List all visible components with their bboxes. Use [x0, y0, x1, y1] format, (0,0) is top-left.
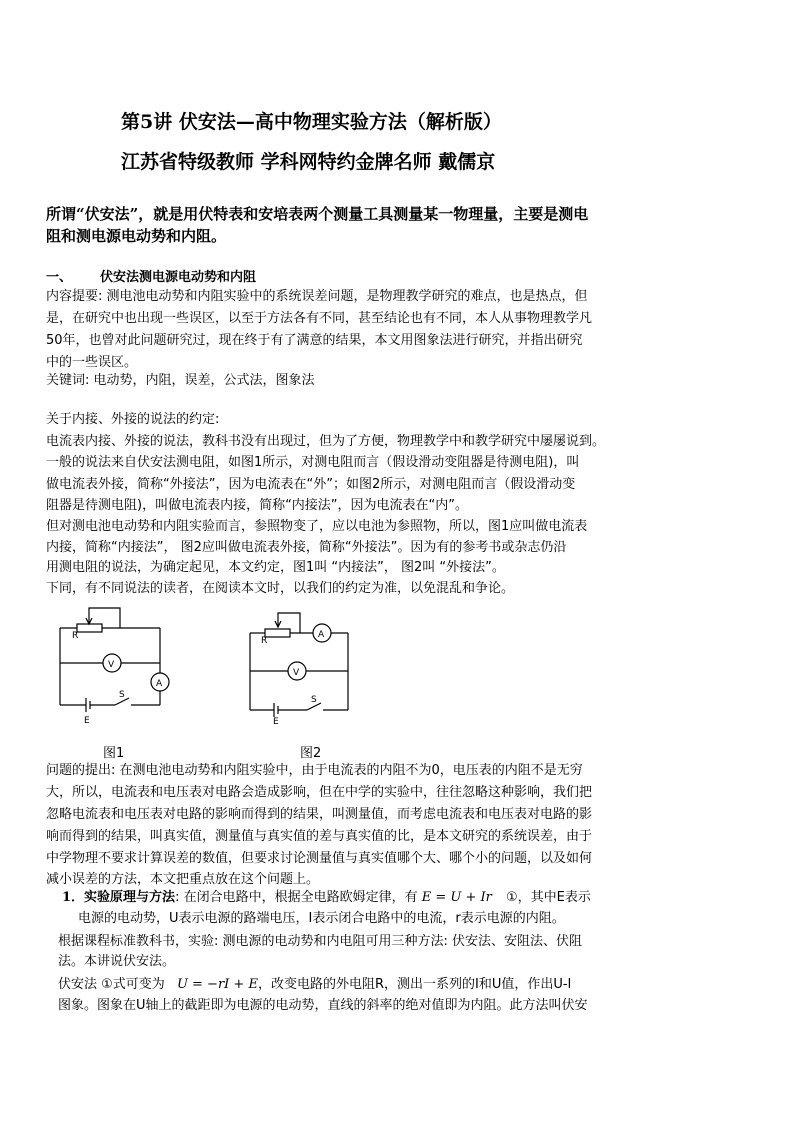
- abstract-line: 中的一些误区。: [46, 355, 138, 370]
- figure-2-circuit: [245, 605, 365, 725]
- rheostat-slider-wire: [278, 613, 300, 633]
- problem-line: 响而得到的结果，叫真实值，测量值与真实值的差与真实值的比，是本文研究的系统误差，由于: [46, 829, 593, 844]
- convention-line: 关于内接、外接的说法的约定:: [46, 412, 220, 427]
- switch-label: S: [311, 695, 317, 705]
- principle-text: ，改变电路的外电阻R，测出一系列的I和U值，作出U-I: [257, 977, 572, 992]
- principle-number: 1．: [62, 890, 85, 905]
- rheostat-resistor: [265, 629, 290, 637]
- figure-1-caption: 图1: [103, 746, 125, 761]
- problem-line: 中学物理不要求计算误差的数值，但要求讨论测量值与真实值哪个大、哪个小的问题，以及如何: [46, 851, 593, 866]
- formula-emf: E = U + Ir: [421, 890, 492, 905]
- page-title: 第5讲 伏安法—高中物理实验方法（解析版）: [121, 111, 502, 133]
- problem-line: 减小误差的方法，本文把重点放在这个问题上。: [46, 872, 320, 887]
- convention-line: 下同，有不同说法的读者，在阅读本文时，以我们的约定为准，以免混乱和争论。: [46, 581, 515, 596]
- problem-line: 忽略电流表和电压表对电路的影响而得到的结果，叫测量值，而考虑电流表和电压表对电路的影: [46, 807, 593, 822]
- ammeter-label: A: [156, 679, 163, 689]
- author-line: 江苏省特级教师 学科网特约金牌名师 戴儒京: [121, 151, 496, 173]
- convention-line: 用测电阻的说法，为确定起见，本文约定，图1叫 “内接法”， 图2叫 “外接法”。: [46, 560, 505, 575]
- principle-line-5: [58, 974, 571, 996]
- abstract-line: 内容提要: 测电池电动势和内阻实验中的系统误差问题，是物理教学研究的难点，也是热点，但: [46, 289, 588, 304]
- keywords-line: 关键词: 电动势，内阻，误差，公式法，图象法: [46, 373, 315, 388]
- intro-line-1: 所谓“伏安法”，就是用伏特表和安培表两个测量工具测量某一物理量，主要是测电: [46, 205, 589, 223]
- switch-label: S: [119, 690, 125, 700]
- rheostat-label: R: [72, 631, 79, 641]
- problem-line: 问题的提出: 在测电池电动势和内阻实验中，由于电流表的内阻不为0，电压表的内阻不是无穷: [46, 763, 583, 778]
- principle-line-4: 法。本讲说伏安法。: [58, 954, 176, 969]
- section-heading: 伏安法测电源电动势和内阻: [100, 270, 257, 285]
- convention-line: 但对测电池电动势和内阻实验而言，参照物变了，应以电池为参照物，所以，图1应叫做电流表: [46, 519, 588, 534]
- rheostat-label: R: [261, 636, 268, 646]
- rheostat-resistor: [77, 624, 102, 632]
- figure-1-circuit: [55, 600, 185, 725]
- abstract-line: 是，在研究中也出现一些误区，以至于方法各有不同，甚至结论也有不同，本人从事物理教学凡: [46, 311, 593, 326]
- principle-line-2: 电源的电动势，U表示电源的路端电压，I表示闭合电路中的电流，r表示电源的内阻。: [78, 911, 565, 926]
- principle-line-1: [62, 887, 591, 909]
- equation-number: ①: [505, 890, 518, 905]
- convention-line: 阻器是待测电阻)，叫做电流表内接，简称“内接法”，因为电流表在“内”。: [46, 498, 469, 513]
- principle-text: : 在闭合电路中，根据全电路欧姆定律，有: [175, 890, 418, 905]
- ammeter-label: A: [318, 630, 325, 640]
- voltmeter-label: V: [293, 668, 300, 678]
- convention-line: 一般的说法来自伏安法测电阻，如图1所示，对测电阻而言（假设滑动变阻器是待测电阻)，叫: [46, 455, 580, 470]
- convention-line: 电流表内接、外接的说法，教科书没有出现过，但为了方便，物理教学中和教学研究中屡屡说到。: [46, 434, 606, 449]
- convention-line: 做电流表外接，简称“外接法”，因为电流表在“外”；如图2所示，对测电阻而言（假设滑动变: [46, 477, 576, 492]
- principle-text: ，其中E表示: [517, 890, 591, 905]
- convention-line: 内接，简称“内接法”， 图2应叫做电流表外接，简称“外接法”。因为有的参考书或杂志仍沿: [46, 540, 567, 555]
- principle-heading: 实验原理与方法: [84, 890, 176, 905]
- voltmeter-label: V: [108, 660, 115, 670]
- principle-line-3: 根据课程标准教科书，实验: 测电源的电动势和内电阻可用三种方法: 伏安法、安阻法、伏阻: [58, 934, 583, 949]
- rheostat-slider-wire: [89, 608, 120, 628]
- intro-line-2: 阻和测电源电动势和内阻。: [46, 227, 227, 245]
- battery-label: E: [84, 716, 90, 725]
- figure-2-caption: 图2: [300, 746, 322, 761]
- problem-line: 大，所以，电流表和电压表对电路会造成影响，但在中学的实验中，往往忽略这种影响，我们把: [46, 785, 593, 800]
- principle-line-6: 图象。图象在U轴上的截距即为电源的电动势，直线的斜率的绝对值即为内阻。此方法叫伏安: [58, 998, 588, 1013]
- section-number: 一、: [46, 270, 73, 285]
- formula-linear: U = −rI + E: [176, 977, 258, 992]
- principle-text: 伏安法 ①式可变为: [58, 977, 165, 992]
- abstract-line: 50年，也曾对此问题研究过，现在终于有了满意的结果，本文用图象法进行研究，并指出研究: [46, 333, 583, 348]
- battery-label: E: [273, 717, 279, 725]
